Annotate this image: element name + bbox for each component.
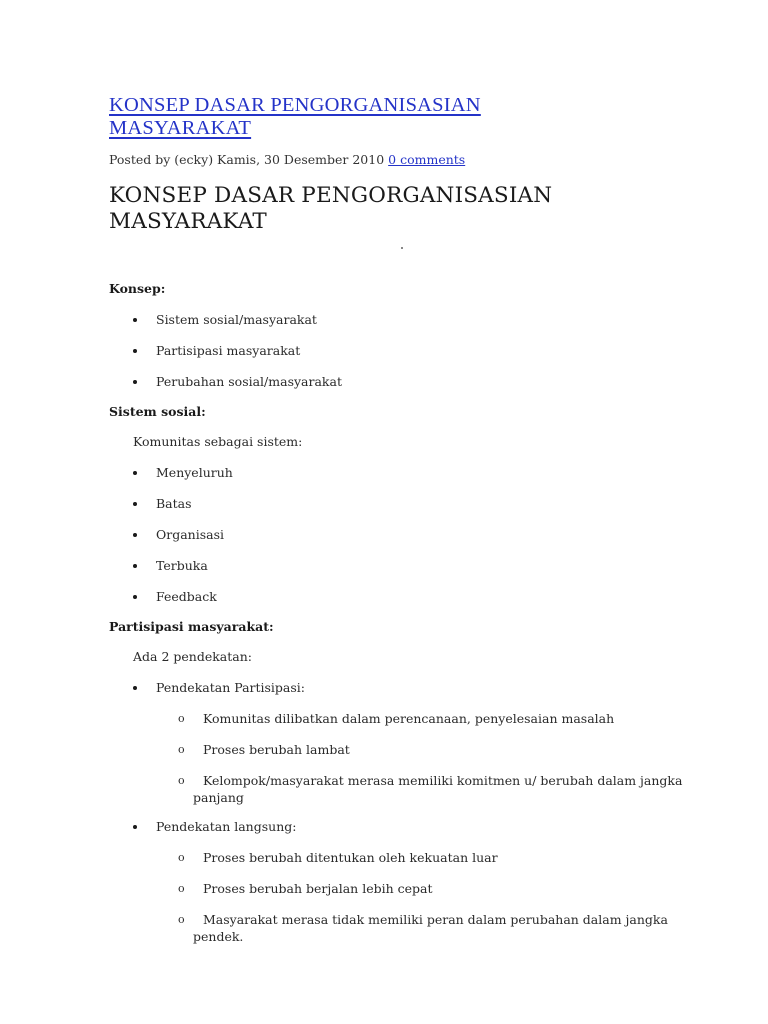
partisipasi-label: Partisipasi masyarakat: <box>109 619 274 634</box>
bullet-icon <box>133 533 137 537</box>
bullet-icon <box>133 825 137 829</box>
sub-list-item-text-continued: pendek. <box>193 929 244 944</box>
comments-link[interactable]: 0 comments <box>388 152 466 167</box>
list-item-text: Menyeluruh <box>156 465 233 480</box>
list-item-text: Pendekatan Partisipasi: <box>156 680 306 695</box>
circle-bullet-icon: o <box>178 712 185 725</box>
post-byline <box>109 152 465 167</box>
content-heading-line2: MASYARAKAT <box>109 209 267 234</box>
bullet-icon <box>133 595 137 599</box>
sub-list-item-text: Proses berubah lambat <box>203 742 350 757</box>
content-heading <box>109 183 629 235</box>
partisipasi-intro: Ada 2 pendekatan: <box>133 649 252 664</box>
bullet-icon <box>133 686 137 690</box>
list-item-text: Batas <box>156 496 192 511</box>
post-title-line1[interactable]: KONSEP DASAR PENGORGANISASIAN <box>109 94 481 116</box>
bullet-icon <box>133 502 137 506</box>
list-item-text: Perubahan sosial/masyarakat <box>156 374 342 389</box>
separator-dot <box>401 247 403 249</box>
sub-list-item-text: Proses berubah ditentukan oleh kekuatan luar <box>203 850 498 865</box>
sub-list-item-text: Kelompok/masyarakat merasa memiliki komitmen u/ berubah dalam jangka <box>203 773 683 788</box>
bullet-icon <box>133 318 137 322</box>
list-item-text: Organisasi <box>156 527 225 542</box>
list-item-text: Partisipasi masyarakat <box>156 343 301 358</box>
circle-bullet-icon: o <box>178 913 185 926</box>
bullet-icon <box>133 380 137 384</box>
content-heading-line1: KONSEP DASAR PENGORGANISASIAN <box>109 183 553 208</box>
sub-list-item-text: Masyarakat merasa tidak memiliki peran dalam perubahan dalam jangka <box>203 912 668 927</box>
sub-list-item-text: Proses berubah berjalan lebih cepat <box>203 881 433 896</box>
list-item-text: Feedback <box>156 589 217 604</box>
bullet-icon <box>133 471 137 475</box>
konsep-label: Konsep: <box>109 281 166 296</box>
circle-bullet-icon: o <box>178 743 185 756</box>
circle-bullet-icon: o <box>178 851 185 864</box>
circle-bullet-icon: o <box>178 882 185 895</box>
sub-list-item-text-continued: panjang <box>193 790 244 805</box>
byline-text: Posted by (ecky) Kamis, 30 Desember 2010 <box>109 152 385 167</box>
bullet-icon <box>133 564 137 568</box>
sistem-sosial-label: Sistem sosial: <box>109 404 206 419</box>
post-title-line2[interactable]: MASYARAKAT <box>109 117 252 139</box>
list-item-text: Sistem sosial/masyarakat <box>156 312 317 327</box>
list-item-text: Terbuka <box>156 558 208 573</box>
sub-list-item-text: Komunitas dilibatkan dalam perencanaan, penyelesaian masalah <box>203 711 615 726</box>
post-title-link[interactable] <box>109 94 589 140</box>
bullet-icon <box>133 349 137 353</box>
sistem-intro: Komunitas sebagai sistem: <box>133 434 303 449</box>
circle-bullet-icon: o <box>178 774 185 787</box>
list-item-text: Pendekatan langsung: <box>156 819 297 834</box>
